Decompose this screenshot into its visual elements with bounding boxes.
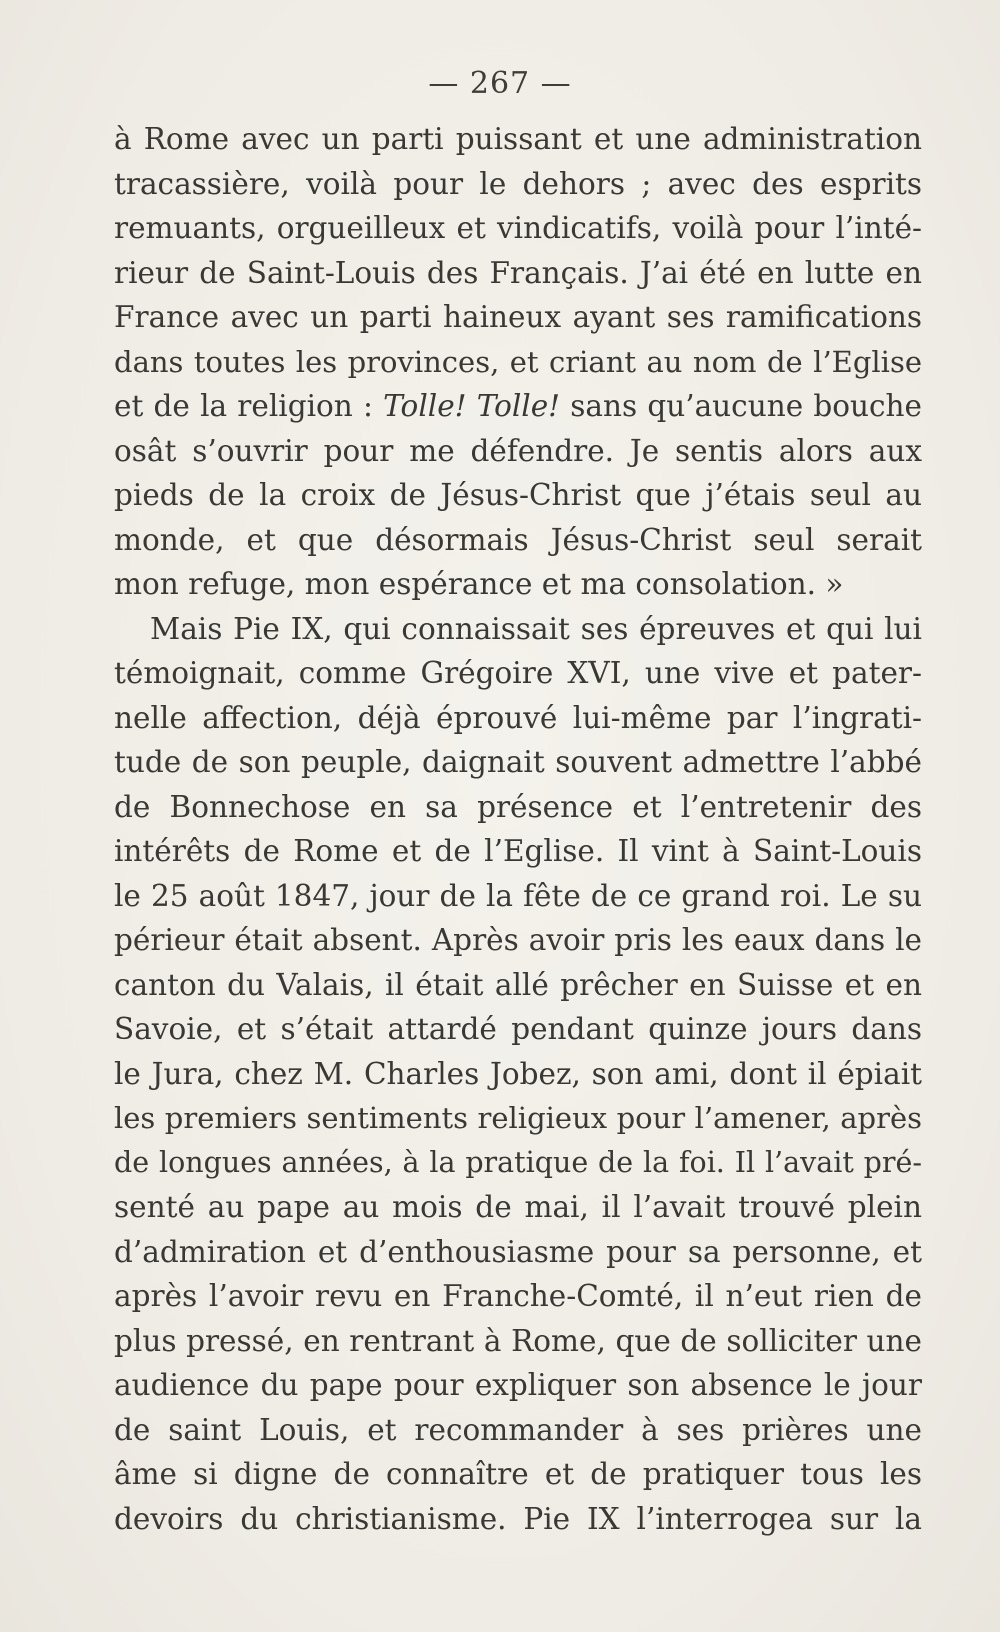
page-number: — 267 — <box>428 66 572 101</box>
text-line <box>114 384 922 429</box>
text-line: plus pressé, en rentrant à Rome, que de solliciter une <box>114 1323 922 1358</box>
text-line: de saint Louis, et recommander à ses prières une <box>114 1412 922 1447</box>
text-line: canton du Valais, il était allé prêcher en Suisse et en <box>114 967 922 1002</box>
text-line: les premiers sentiments religieux pour l’amener, après <box>114 1101 922 1135</box>
text-line: à Rome avec un parti puissant et une administration <box>114 122 922 156</box>
text-line: âme si digne de connaître et de pratiquer tous les <box>114 1457 922 1491</box>
text-line: rieur de Saint-Louis des Français. J’ai été en lutte en <box>114 255 922 290</box>
italic-exclamation: Tolle! Tolle! <box>383 389 561 423</box>
text-line: le Jura, chez M. Charles Jobez, son ami, dont il épiait <box>114 1056 922 1091</box>
text-line: périeur était absent. Après avoir pris les eaux dans le <box>114 923 922 957</box>
text-line: osât s’ouvrir pour me défendre. Je sentis alors aux <box>114 433 922 468</box>
paragraph-first-line: Mais Pie IX, qui connaissait ses épreuves et qui lui <box>150 611 922 646</box>
text-line: dans toutes les provinces, et criant au nom de l’Eglise <box>114 344 922 379</box>
text-line: mon refuge, mon espérance et ma consolation. » <box>114 567 844 601</box>
text-line: Savoie, et s’était attardé pendant quinze jours dans <box>114 1012 922 1046</box>
text-line: tude de son peuple, daignait souvent admettre l’abbé <box>114 745 922 779</box>
text-line: après l’avoir revu en Franche-Comté, il n’eut rien de <box>114 1279 922 1313</box>
text-line: monde, et que désormais Jésus-Christ seul serait <box>114 522 922 557</box>
text-line: devoirs du christianisme. Pie IX l’interrogea sur la <box>114 1501 922 1536</box>
text-segment: et de la religion : <box>114 389 384 423</box>
text-line: remuants, orgueilleux et vindicatifs, voilà pour l’inté- <box>114 211 922 245</box>
text-line: intérêts de Rome et de l’Eglise. Il vint à Saint-Louis <box>114 834 922 868</box>
text-line: tracassière, voilà pour le dehors ; avec des esprits <box>114 166 922 201</box>
text-line: de longues années, à la pratique de la foi. Il l’avait pré- <box>114 1145 922 1179</box>
text-line: d’admiration et d’enthousiasme pour sa personne, et <box>114 1234 922 1269</box>
text-line: audience du pape pour expliquer son absence le jour <box>114 1368 922 1402</box>
text-line: le 25 août 1847, jour de la fête de ce grand roi. Le su <box>114 878 922 913</box>
text-line: senté au pape au mois de mai, il l’avait trouvé plein <box>114 1190 922 1224</box>
text-line: de Bonnechose en sa présence et l’entretenir des <box>114 789 922 824</box>
text-line: France avec un parti haineux ayant ses ramifications <box>114 300 922 334</box>
text-line: pieds de la croix de Jésus-Christ que j’étais seul au <box>114 478 922 512</box>
text-line: témoignait, comme Grégoire XVI, une vive et pater- <box>114 656 922 690</box>
text-line: nelle affection, déjà éprouvé lui-même par l’ingrati- <box>114 700 922 735</box>
body-text <box>114 117 922 1541</box>
text-segment: sans qu’aucune bouche <box>560 389 922 423</box>
